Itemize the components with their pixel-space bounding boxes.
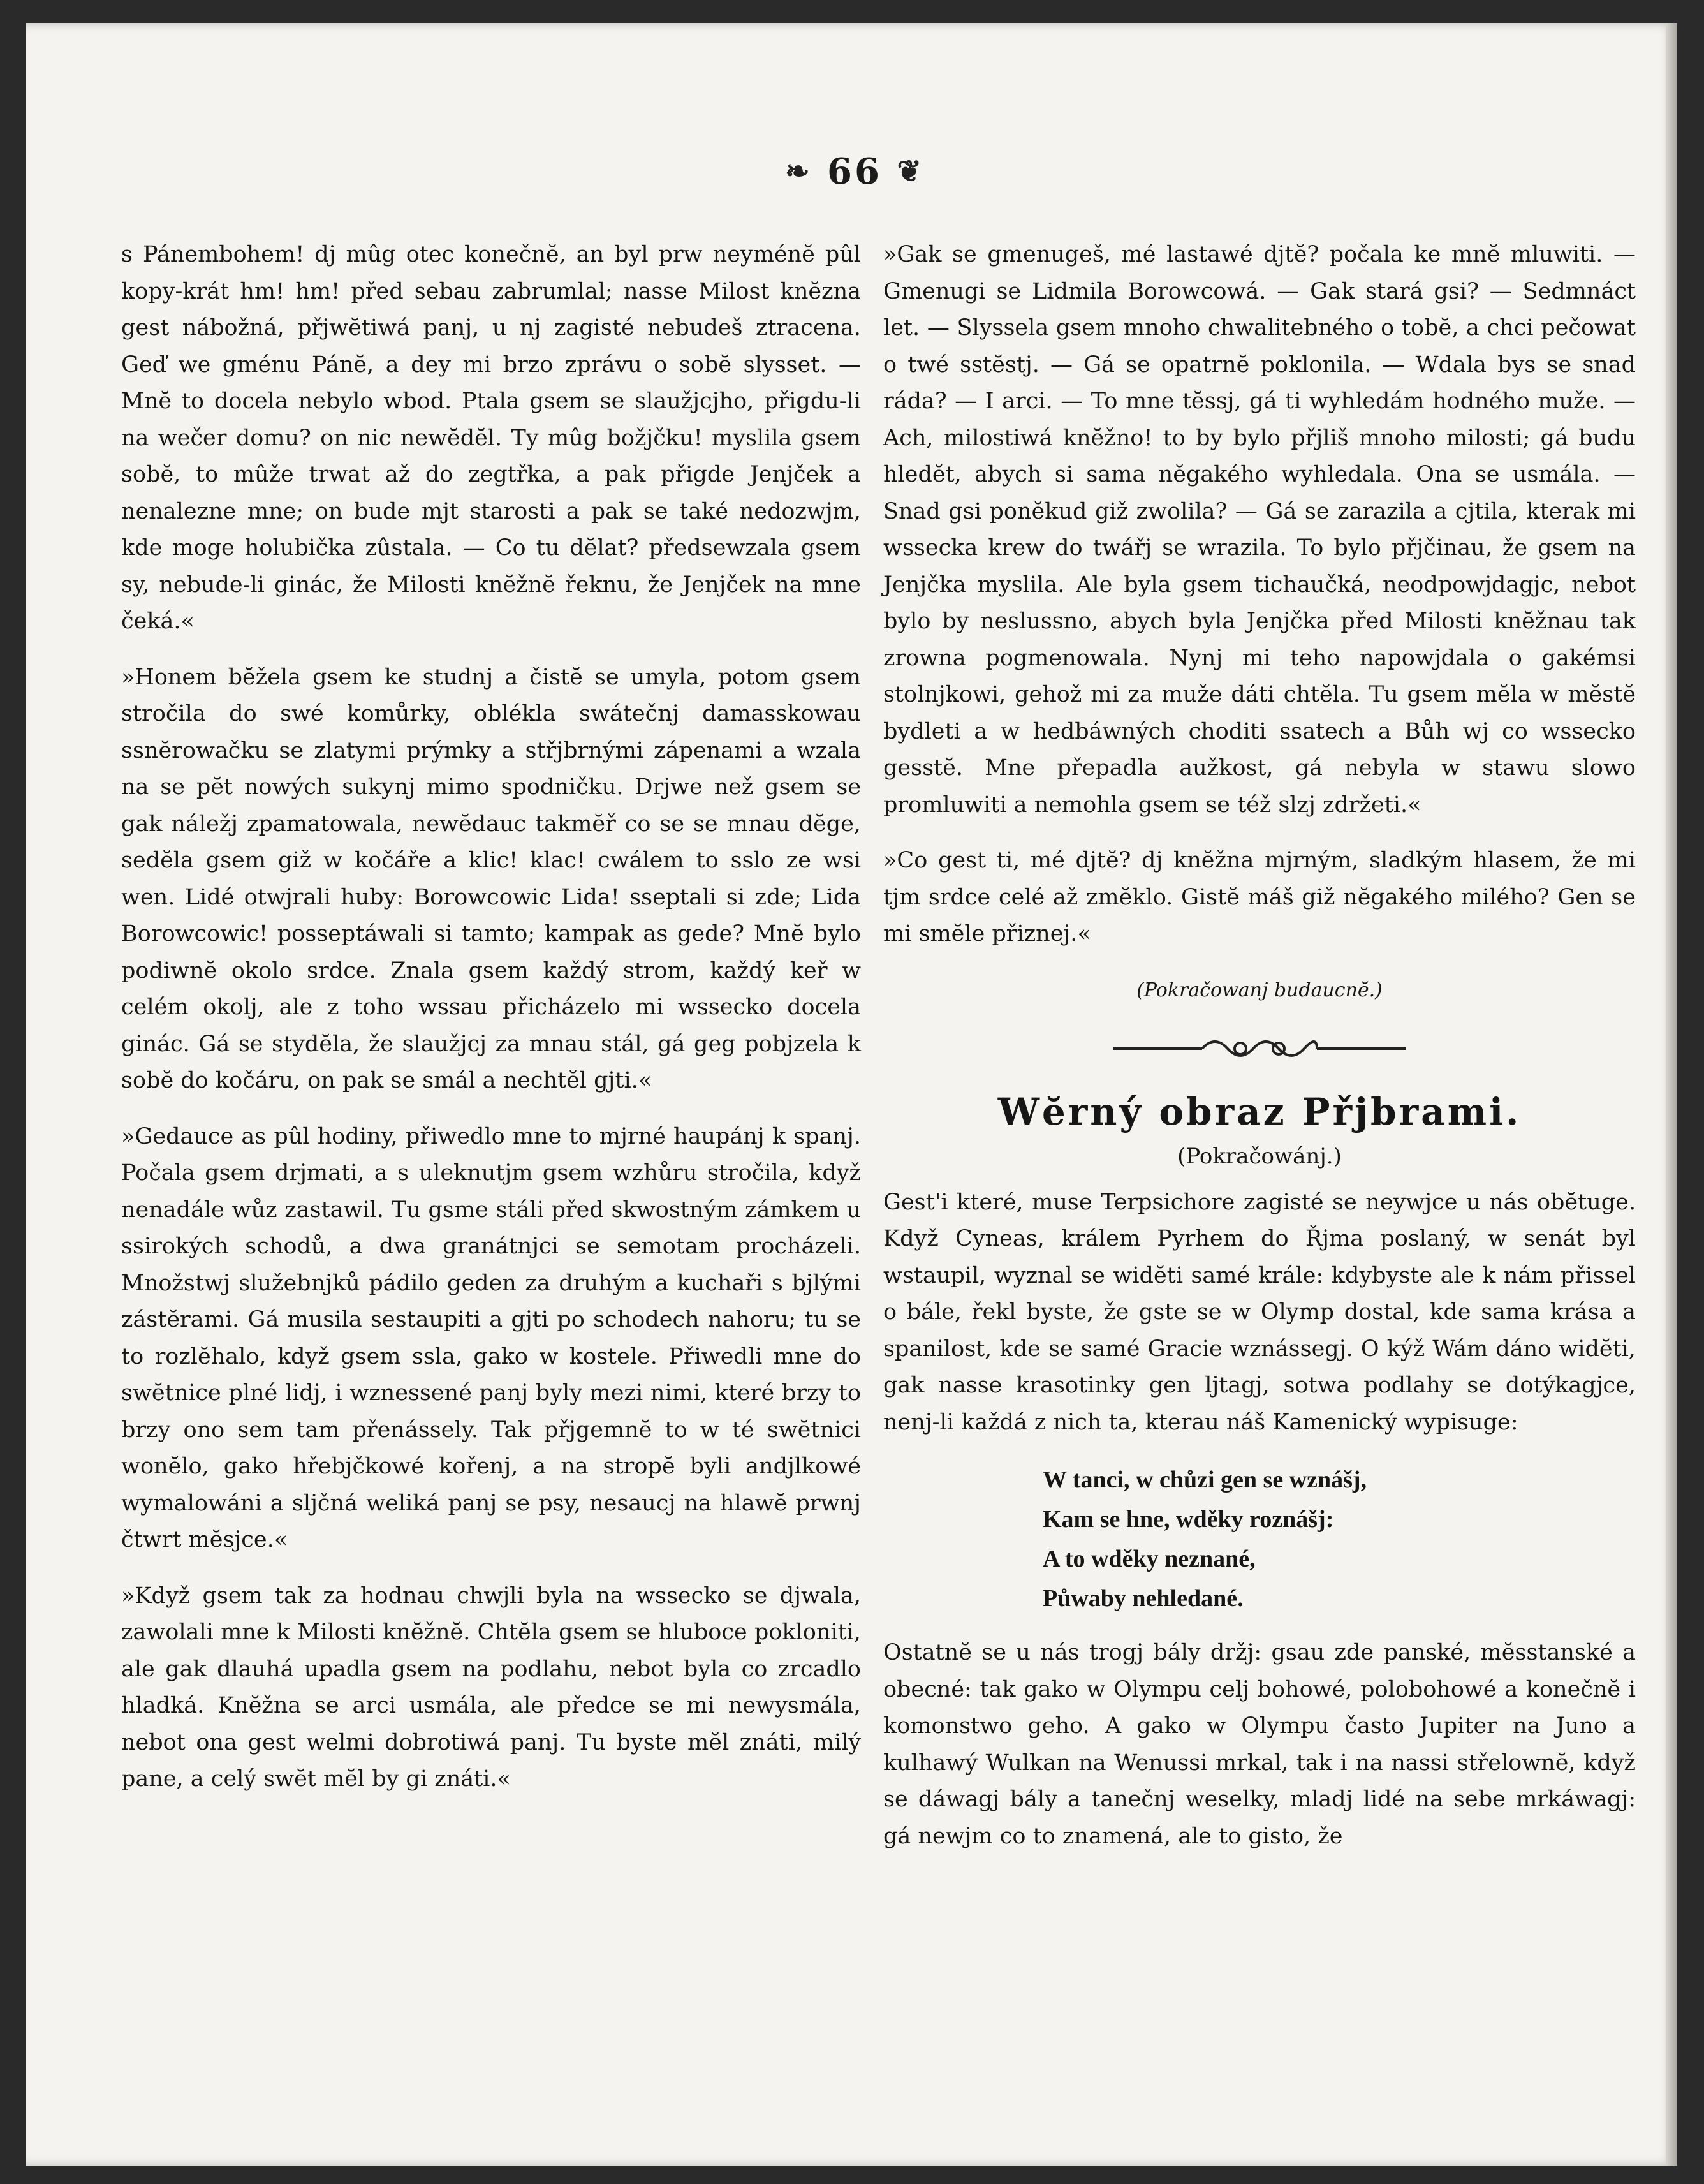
book-page — [26, 23, 1677, 2166]
left-paragraph-4: »Když gsem tak za hodnau chwjli byla na wssecko se djwala, zawolali mne k Milosti knĕžnĕ. Chtĕla gsem se hluboce pokloniti, ale gak dlauhá upadla gsem na podlahu, nebot byla co zrcadlo hladká. Knĕžna se arci usmála, ale předce se mi newysmála, nebot ona gest welmi dobrotiwá panj. Tu byste mĕl znáti, milý pane, a celý swĕt mĕl by gi znáti.« — [121, 1583, 861, 1792]
poem-line-3: A to wděky neznané, — [1043, 1546, 1256, 1572]
page-binding-edge — [1666, 23, 1677, 2166]
article-body: Ostatnĕ se u nás trogj bály držj: gsau zde panské, mĕsstanské a obecné: tak gako w Olympu celj bohowé, polobohowé a konečnĕ i komonstwo geho. A gako w Olympu často Jupiter na Juno a kulhawý Wulkan na Wenussi mrkal, tak i na nassi střelownĕ, když se dáwagj bály a tanečnj weselky, mladj lidé na sebe mrkáwagj: gá newjm co to znamená, ale to gisto, že — [883, 1640, 1636, 1849]
left-paragraph-2: »Honem bĕžela gsem ke studnj a čistĕ se umyla, potom gsem stročila do swé komůrky, oblékla swátečnj damasskowau ssnĕrowačku se zlatymi prýmky a střjbrnými zápenami a wzala na se pĕt nowých sukynj mimo spodničku. Drjwe než gsem se gak náležj zpamatowala, newĕdauc takmĕř co se se mnau dĕge, sedĕla gsem giž w kočáře a klic! klac! cwálem to sslo ze wsi wen. Lidé otwjrali huby: Borowcowic Lida! sseptali si zde; Lida Borowcowic! posseptáwali si tamto; kampak as gede? Mnĕ bylo podiwnĕ okolo srdce. Znala gsem každý strom, každý keř w celém okolj, ale z toho wssau přicházelo mi wssecko docela ginác. Gá se stydĕla, že slaužjcj za mnau stál, gá geg pobjzela k sobĕ do kočáru, on pak se smál a nechtĕl gjti.« — [121, 664, 861, 1093]
page-number: 66 — [827, 151, 882, 193]
left-fleuron-icon: ❧ — [784, 154, 812, 188]
left-column — [121, 237, 861, 1817]
poem-line-1: W tanci, w chůzi gen se wznášj, — [1043, 1466, 1367, 1493]
article-subtitle: (Pokračowánj.) — [1177, 1143, 1342, 1169]
left-paragraph-3: »Gedauce as pûl hodiny, přiwedlo mne to mjrné haupánj k spanj. Počala gsem drjmati, a s uleknutjm gsem wzhůru stročila, když nenadále wůz zastawil. Tu gsme stáli před skwostným zámkem u ssirokých schodů, a dwa granátnjci se semotam procházeli. Množstwj služebnjků pádilo geden za druhým a kuchaři s bjlými zástĕrami. Gá musila sestaupiti a gjti po schodech nahoru; tu se to rozlĕhalo, když gsem ssla, gako w kostele. Přiwedli mne do swĕtnice plné lidj, i wznessené panj byly mezi nimi, které brzy to brzy ono sem tam přenássely. Tak přjgemnĕ to w té swĕtnici wonĕlo, gako hřebjčkowé kořenj, a na stropĕ byli andjlkowé wymalowáni a sljčná weliká panj se psy, nesaucj na hlawĕ prwnj čtwrt mĕsjce.« — [121, 1123, 861, 1553]
ornamental-divider-icon — [883, 1031, 1636, 1066]
poem-line-2: Kam se hne, wděky roznášj: — [1043, 1506, 1334, 1533]
right-paragraph-2: »Co gest ti, mé djtĕ? dj knĕžna mjrným, sladkým hlasem, že mi tjm srdce celé až zmĕklo. Gistĕ máš giž nĕgakého milého? Gen se mi smĕle přiznej.« — [883, 848, 1636, 947]
article-title: Wĕrný obraz Přjbrami. — [997, 1089, 1522, 1133]
right-paragraph-1: »Gak se gmenugeš, mé lastawé djtĕ? počala ke mnĕ mluwiti. — Gmenugi se Lidmila Borowcowá. — Gak stará gsi? — Sedmnáct let. — Slyssela gsem mnoho chwalitebného o tobĕ, a chci pečowat o twé sstĕstj. — Gá se opatrnĕ poklonila. — Wdala bys se snad ráda? — I arci. — To mne tĕssj, gá ti wyhledám hodného muže. — Ach, milostiwá knĕžno! to by bylo přjliš mnoho milosti; gá budu hledĕt, abych si sama nĕgakého wyhledala. Ona se usmála. — Snad gsi ponĕkud giž zwolila? — Gá se zarazila a cjtila, kterak mi wssecka krew do twářj se wrazila. To bylo přjčinau, že gsem na Jenjčka myslila. Ale byla gsem tichaučká, neodpowjdagjc, nebot bylo by neslussno, abych byla Jenjčka před Milosti knĕžnau tak zrowna pogmenowala. Nynj mi teho napowjdala o gakémsi stolnjkowi, gehož mi za muže dáti chtĕla. Tu gsem mĕla w mĕstĕ bydleti a w hedbáwných choditi ssatech a Bůh wj co wssecko gesstĕ. Mne přepadla aužkost, gá nebyla w stawu slowo promluwiti a nemohla gsem se též slzj zdržeti.« — [883, 242, 1636, 818]
page-header — [759, 151, 950, 193]
right-fleuron-icon: ❦ — [897, 154, 925, 188]
continuation-note: (Pokračowanj budaucnĕ.) — [1136, 978, 1383, 1001]
right-column — [883, 237, 1636, 1874]
left-paragraph-1: s Pánembohem! dj mûg otec konečnĕ, an byl prw neyménĕ pûl kopy-krát hm! hm! před sebau zabrumlal; nasse Milost knĕzna gest nábožná, přjwĕtiwá panj, u nj zagisté nebudeš ztracena. Geď we gménu Pánĕ, a dey mi brzo zprávu o sobĕ slysset. — Mnĕ to docela nebylo wbod. Ptala gsem se slaužjcjho, přigdu-li na wečer domu? on nic newĕdĕl. Ty mûg božjčku! myslila gsem sobĕ, to mûže trwat až do zegtřka, a pak přigde Jenjček a nenalezne mne; on bude mjt starosti a pak se také nedozwjm, kde moge holubička zûstala. — Co tu dĕlat? předsewzala gsem sy, nebude-li ginác, že Milosti knĕžnĕ řeknu, že Jenjček na mne čeká.« — [121, 242, 861, 634]
poem-stanza — [1043, 1460, 1636, 1618]
article-intro: Gest'i které, muse Terpsichore zagisté se neywjce u nás obĕtuge. Když Cyneas, králem Pyrhem do Řjma poslaný, w senát byl wstaupil, wyznal se widĕti samé krále: kdybyste ale k nám přissel o bále, řekl byste, že gste se w Olymp dostal, kde sama krása a spanilost, kde se samé Gracie wznássegj. O kýž Wám dáno widĕti, gak nasse krasotinky gen ljtagj, sotwa podlahy se dotýkagjce, nenj-li každá z nich ta, kterau náš Kamenický wypisuge: — [883, 1189, 1636, 1435]
poem-line-4: Půwaby nehledané. — [1043, 1585, 1244, 1612]
